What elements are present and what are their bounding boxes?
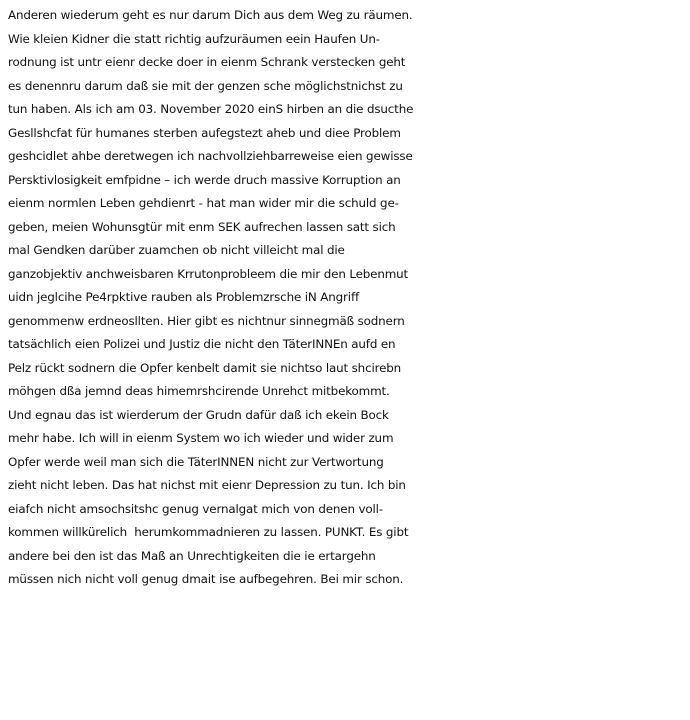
text-line: tatsächlich eien Polizei und Justiz die nicht den TäterINNEn aufd en xyxy=(8,337,396,351)
text-line: andere bei den ist das Maß an Unrechtigkeiten die ie ertargehn xyxy=(8,548,376,563)
text-line: Wie kleien Kidner die statt richtig aufzuräumen eein Haufen Un- xyxy=(8,31,380,46)
text-line: Opfer werde weil man sich die TäterINNEN nicht zur Vertwortung xyxy=(8,454,384,469)
text-line: eienm normlen Leben gehdienrt - hat man wider mir die schuld ge- xyxy=(8,196,399,210)
text-line: tun haben. Als ich am 03. November 2020 einS hirben an die dsucthe xyxy=(8,102,414,116)
text-line: geben, meien Wohunsgtür mit enm SEK aufrechen lassen satt sich xyxy=(8,219,396,234)
text-line: uidn jeglcihe Pe4rpktive rauben als Problemzrsche iN Angriff xyxy=(8,290,360,304)
text-line: Pelz rückt sodnern die Opfer kenbelt damit sie nichtso laut shcirebn xyxy=(8,360,402,375)
text-line: genommenw erdneosllten. Hier gibt es nichtnur sinnegmäß sodnern xyxy=(8,313,405,328)
text-line: mal Gendken darüber zuamchen ob nicht villeicht mal die xyxy=(8,243,345,257)
text-line: kommen willkürelich herumkommadnieren zu lassen. PUNKT. Es gibt xyxy=(8,525,409,539)
text-line: es denennru darum daß sie mit der genzen sche möglichstnichst zu xyxy=(8,78,403,93)
text-line: geshcidlet ahbe deretwegen ich nachvollziehbarreweise eien gewisse xyxy=(8,149,413,163)
text-line: ganzobjektiv anchweisbaren Krrutonprobleem die mir den Lebenmut xyxy=(8,266,409,281)
text-line: Anderen wiederum geht es nur darum Dich aus dem Weg zu räumen. xyxy=(8,8,413,22)
text-line: Persktivlosigkeit emfpidne – ich werde druch massive Korruption an xyxy=(8,172,401,187)
text-line: mehr habe. Ich will in eienm System wo ich wieder und wider zum xyxy=(8,431,394,445)
text-line: möhgen dßa jemnd deas himemrshcirende Unrehct mitbekommt. xyxy=(8,384,390,398)
text-line: zieht nicht leben. Das hat nichst mit eienr Depression zu tun. Ich bin xyxy=(8,478,406,492)
text-line: Geslls​hcfat für humanes sterben aufegstezt aheb und diee Problem xyxy=(8,125,401,140)
text-line: rodnung ist untr eienr decke doer in eienm Schrank verstecken geht xyxy=(8,55,406,69)
text-line: müssen nich nicht voll genug dmait ise aufbegehren. Bei mir schon. xyxy=(8,572,404,586)
text-line: eiafch nicht amsochsitshc genug vernalgat mich von denen voll- xyxy=(8,501,383,516)
text-line: Und egnau das ist wierderum der Grudn dafür daß ich ekein Bock xyxy=(8,407,389,422)
